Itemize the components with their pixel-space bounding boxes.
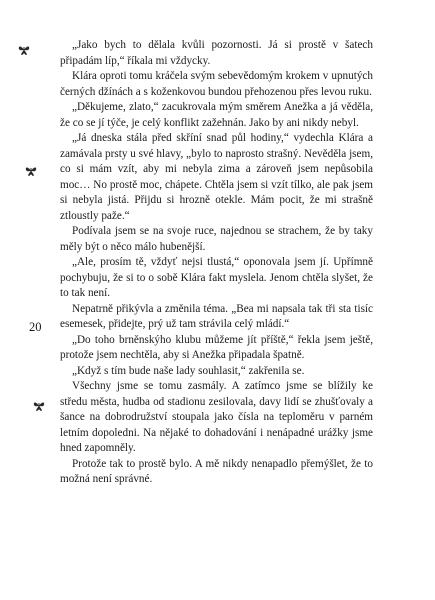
- paragraph: „Děkujeme, zlato,“ zacukrovala mým směrem Anežka a já věděla, že co se jí týče, je celý konflikt zažehnán. Jako by ani nikdy nebyl.: [60, 101, 373, 129]
- paragraph: Nepatrně přikývla a změnila téma. „Bea mi napsala tak tři sta tisíc esemesek, přidejte, prý už tam strávila celý mládí.“: [60, 302, 373, 330]
- butterfly-icon: [18, 44, 30, 56]
- butterfly-icon: [33, 400, 45, 412]
- paragraph: Klára oproti tomu kráčela svým sebevědomým krokem v upnutých černých džínách a s koženkovou bundou přehozenou přes levou ruku.: [60, 70, 373, 98]
- paragraph: Podívala jsem se na svoje ruce, najednou se strachem, že by taky měly být o něco málo hubenější.: [60, 225, 373, 253]
- paragraph: „Já dneska stála před skříní snad půl hodiny,“ vydechla Klára a zamávala prsty u své hlavy, „bylo to naprosto strašný. Nevěděla jsem, co si mám vzít, aby mi nebyla zima a zároveň jsem nepůsobila moc… No prostě moc, chápete. Chtěla jsem si vzít tílko, ale pak jsem si nebyla jistá. Přijdu si hrozně otekle. Mám pocit, že mi strašně ztloustly paže.“: [60, 132, 373, 222]
- paragraph: Všechny jsme se tomu zasmály. A zatímco jsme se blížily ke středu města, hudba od stadionu zesilovala, davy lidí se zhušťovaly a šance na dobrodružství stoupala jako čísla na teploměru v parném letním dopoledni. Na nějaké to dohadování i nenápadné urážky jsme hned zapomněly.: [60, 380, 373, 454]
- body-text: [60, 38, 373, 488]
- paragraph: Protože tak to prostě bylo. A mě nikdy nenapadlo přemýšlet, že to možná není správné.: [60, 457, 373, 485]
- page-number: 20: [29, 320, 42, 334]
- paragraph: „Když s tím bude naše lady souhlasit,“ zakřenila se.: [72, 364, 305, 377]
- paragraph: „Jako bych to dělala kvůli pozornosti. Já si prostě v šatech připadám líp,“ říkala mi vždycky.: [60, 39, 373, 67]
- butterfly-icon: [25, 165, 37, 177]
- paragraph: „Do toho brněnskýho klubu můžeme jít příště,“ řekla jsem ještě, protože jsem nechtěla, aby si Anežka připadala špatně.: [60, 333, 373, 361]
- paragraph: „Ale, prosím tě, vždyť nejsi tlustá,“ oponovala jsem jí. Upřímně pochybuju, že si to o sobě Klára fakt myslela. Jenom chtěla slyšet, že to tak není.: [60, 256, 373, 299]
